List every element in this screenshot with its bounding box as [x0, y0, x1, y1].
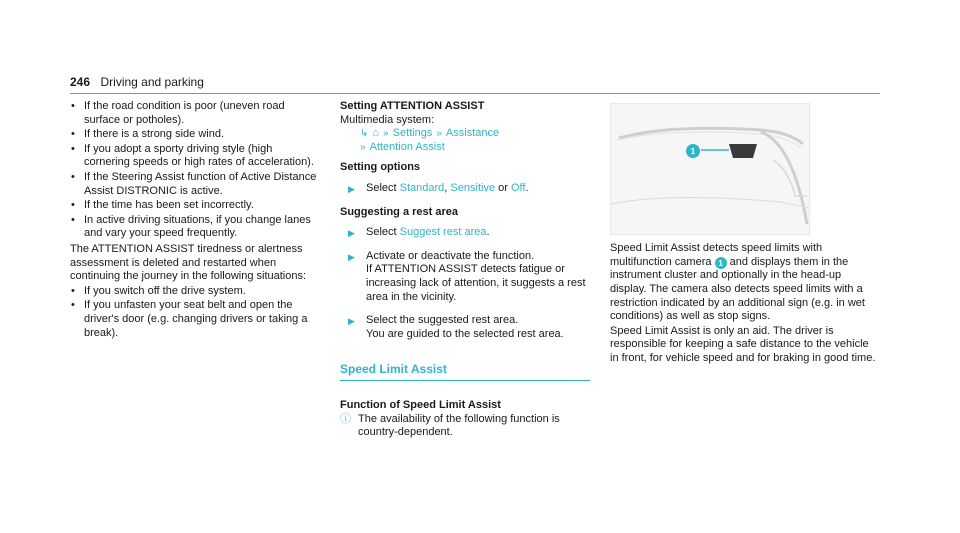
conditions-list — [70, 100, 320, 241]
menu-assistance[interactable]: Assistance — [445, 127, 500, 140]
function-heading: Function of Speed Limit Assist — [340, 398, 501, 411]
info-icon: ⓘ — [340, 412, 351, 425]
list-item: • If the road condition is poor (uneven road surface or potholes). — [71, 100, 285, 126]
play-arrow-icon: ▶ — [348, 316, 355, 327]
bullet-icon: • — [71, 299, 75, 312]
double-chevron-icon: » — [383, 128, 389, 140]
speed-limit-assist-title: Speed Limit Assist — [340, 363, 590, 381]
return-arrow-icon: ↳ — [360, 128, 369, 140]
step-activate: ▶ Activate or deactivate the function. If ATTENTION ASSIST detects fatigue or increasing lack of attention, it suggests a rest area in the vicinity. — [348, 249, 586, 303]
step-select-rest: ▶ Select the suggested rest area. You are guided to the selected rest area. — [348, 314, 564, 340]
list-item: • If you adopt a sporty driving style (high cornering speeds or high rates of acceleration). — [71, 142, 314, 169]
bullet-icon: • — [71, 128, 75, 141]
menu-attention-assist[interactable]: Attention Assist — [369, 140, 445, 153]
option-standard[interactable]: Standard — [399, 181, 445, 194]
option-sensitive[interactable]: Sensitive — [450, 181, 496, 194]
list-item: • If there is a strong side wind. — [71, 128, 225, 141]
driver-responsibility: Speed Limit Assist is only an aid. The driver is responsible for keeping a safe distance to the vehicle in front, for vehicle speed and for braking in good time. — [610, 324, 876, 364]
list-item: • If you switch off the drive system. — [71, 284, 246, 297]
step-suggest-rest: ▶ Select Suggest rest area. — [340, 226, 590, 240]
bullet-icon: • — [71, 170, 75, 183]
speed-limit-description: Speed Limit Assist detects speed limits with multifunction camera 1 and displays them in the instrument cluster and optionally in the head-up display. The camera also detects speed limits with a restriction indicated by an additional sign (e.g. in wet conditions) as well as stop signs. — [610, 242, 865, 323]
setting-heading: Setting ATTENTION ASSIST — [340, 100, 485, 112]
section-name: Driving and parking — [100, 75, 204, 89]
double-chevron-icon: » — [360, 141, 366, 153]
rest-heading: Suggesting a rest area — [340, 205, 458, 218]
car-interior-drawing — [611, 104, 809, 234]
bullet-icon: • — [71, 199, 75, 212]
step-select-option: ▶ Select Standard, Sensitive or Off. — [340, 182, 590, 196]
windshield-camera-illustration — [610, 103, 810, 235]
option-suggest-rest-area[interactable]: Suggest rest area — [399, 226, 487, 239]
play-arrow-icon: ▶ — [348, 251, 355, 262]
column-left — [70, 100, 320, 341]
list-item: • In active driving situations, if you change lanes and vary your speed frequently. — [71, 213, 311, 240]
list-item: • If the Steering Assist function of Active Distance Assist DISTRONIC is active. — [71, 170, 317, 197]
bullet-icon: • — [71, 142, 75, 155]
availability-note: ⓘ The availability of the following function is country-dependent. — [340, 412, 560, 439]
list-item: • If the time has been set incorrectly. — [71, 199, 254, 212]
home-icon[interactable]: ⌂ — [372, 127, 380, 140]
callout-icon: 1 — [715, 257, 727, 269]
multimedia-label: Multimedia system: — [340, 113, 435, 126]
reset-conditions-list — [70, 285, 320, 340]
double-chevron-icon: » — [436, 128, 442, 140]
bullet-icon: • — [71, 284, 75, 297]
bullet-icon: • — [71, 100, 75, 112]
reset-paragraph: The ATTENTION ASSIST tiredness or alertness assessment is deleted and restarted when continuing the journey in the following situations: — [70, 242, 307, 283]
menu-path — [340, 127, 590, 141]
list-item: • If you unfasten your seat belt and open the driver's door (e.g. changing drivers or taking a break). — [71, 299, 308, 339]
page-header — [70, 73, 880, 94]
options-heading: Setting options — [340, 161, 421, 174]
page-number: 246 — [70, 75, 91, 89]
bullet-icon: • — [71, 213, 75, 226]
callout-marker-label: 1 — [690, 147, 696, 156]
menu-settings[interactable]: Settings — [392, 127, 433, 140]
menu-path-continued — [340, 141, 590, 155]
play-arrow-icon: ▶ — [348, 228, 355, 239]
play-arrow-icon: ▶ — [348, 183, 355, 194]
column-middle — [340, 100, 590, 440]
option-off[interactable]: Off — [510, 181, 526, 194]
column-right — [610, 242, 880, 366]
